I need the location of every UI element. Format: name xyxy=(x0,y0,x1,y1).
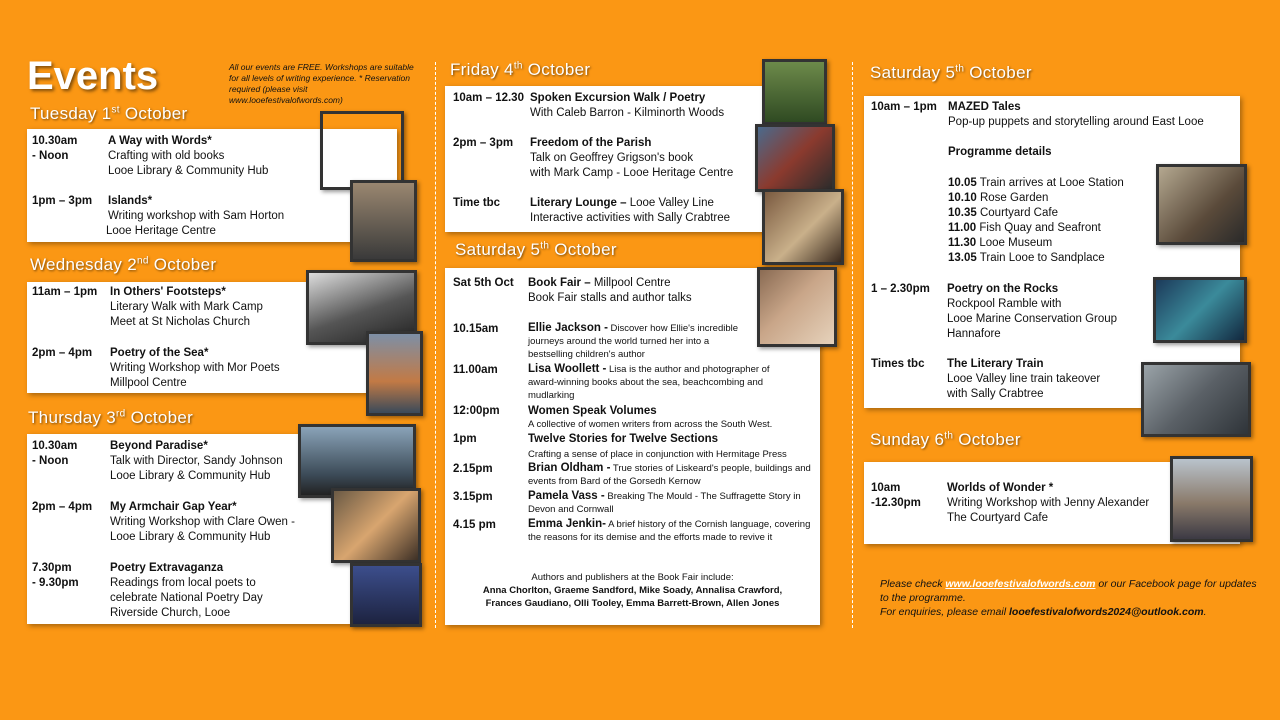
event-time: 1pm xyxy=(453,433,477,445)
event-line: Crafting with old books xyxy=(108,150,225,162)
event-time: 10am – 12.30 xyxy=(453,92,524,104)
event-title: My Armchair Gap Year* xyxy=(110,501,237,513)
event-time: 11.00am xyxy=(453,364,498,376)
contact-email[interactable]: looefestivalofwords2024@outlook.com xyxy=(1008,606,1204,618)
event-time: 1 – 2.30pm xyxy=(871,283,930,295)
event-line: Looe Library & Community Hub xyxy=(110,531,271,543)
event-title: Worlds of Wonder * xyxy=(947,482,1054,494)
event-time: 10am – 1pm xyxy=(871,101,937,113)
event-title: Islands* xyxy=(108,195,153,207)
literary-train-photo xyxy=(1141,362,1251,437)
event-time: 7.30pm xyxy=(32,562,72,574)
event-line: Looe Valley line train takeover xyxy=(947,373,1101,385)
schedule-item: 11.30 Looe Museum xyxy=(948,237,1053,249)
event-line: Writing Workshop with Mor Poets xyxy=(110,362,280,374)
event-time: - Noon xyxy=(32,150,69,162)
event-time: 12:00pm xyxy=(453,405,500,417)
event-title: Poetry Extravaganza xyxy=(110,562,224,574)
page-title: Events xyxy=(27,54,159,98)
woodland-walk-photo xyxy=(762,59,827,125)
event-time: Time tbc xyxy=(453,197,501,209)
event-description: Crafting a sense of place in conjunction with Hermitage Press xyxy=(528,449,787,460)
event-title: Book Fair – Millpool Centre xyxy=(528,277,671,289)
day-heading-saturday-bookfair: Saturday 5th October xyxy=(455,240,617,259)
event-line: with Mark Camp - Looe Heritage Centre xyxy=(530,167,734,179)
event-time: Times tbc xyxy=(871,358,925,370)
event-line: Readings from local poets to xyxy=(110,577,256,589)
authors-list-line: Frances Gaudiano, Olli Tooley, Emma Barrett-Brown, Allen Jones xyxy=(485,598,780,609)
event-time: - 9.30pm xyxy=(32,577,79,589)
poetry-reader-photo xyxy=(350,563,422,627)
event-title: Poetry on the Rocks xyxy=(947,283,1059,295)
event-time: 1pm – 3pm xyxy=(32,195,93,207)
website-link[interactable]: www.looefestivalofwords.com xyxy=(945,578,1096,590)
event-description: Lisa Woollett - Lisa is the author and photographer of award-winning books about the sea, beachcombing and mudlarking xyxy=(528,363,770,401)
event-time: 2pm – 4pm xyxy=(32,347,93,359)
event-line: Looe Marine Conservation Group xyxy=(947,313,1118,325)
free-events-note: All our events are FREE. Workshops are suitable for all levels of writing experience. * Reservation required (please visit www.looefestivalofwords.com) xyxy=(229,62,414,105)
authors-list-line: Anna Chorlton, Graeme Sandford, Mike Soady, Annalisa Crawford, xyxy=(482,585,783,596)
schedule-item: 11.00 Fish Quay and Seafront xyxy=(948,222,1101,234)
event-title: Literary Lounge – Looe Valley Line xyxy=(530,197,714,209)
schedule-item: 10.05 Train arrives at Looe Station xyxy=(948,177,1124,189)
event-title: Women Speak Volumes xyxy=(528,405,657,417)
event-line: The Courtyard Cafe xyxy=(947,512,1048,524)
puppets-photo xyxy=(1156,164,1247,245)
book-fair-photo xyxy=(757,267,837,347)
column-divider-1 xyxy=(435,62,436,628)
event-line: Millpool Centre xyxy=(110,377,187,389)
folded-books-photo xyxy=(320,111,404,190)
sam-horton-photo xyxy=(350,180,417,262)
event-title: MAZED Tales xyxy=(948,101,1021,113)
event-line: celebrate National Poetry Day xyxy=(110,592,263,604)
event-line: Writing Workshop with Jenny Alexander xyxy=(947,497,1150,509)
day-heading-wednesday: Wednesday 2nd October xyxy=(30,255,217,274)
event-line: Rockpool Ramble with xyxy=(947,298,1062,310)
event-description: Brian Oldham - True stories of Liskeard's people, buildings and events from Bard of the Gorsedh Kernow xyxy=(528,462,811,487)
event-description: A collective of women writers from across the South West. xyxy=(528,419,773,430)
event-time: 2pm – 3pm xyxy=(453,137,514,149)
event-title: Freedom of the Parish xyxy=(530,137,652,149)
authors-heading: Authors and publishers at the Book Fair include: xyxy=(531,572,734,583)
event-title: Beyond Paradise* xyxy=(110,440,208,452)
event-line: Looe Heritage Centre xyxy=(106,225,216,237)
event-title: Twelve Stories for Twelve Sections xyxy=(528,433,719,445)
event-line: Book Fair stalls and author talks xyxy=(528,292,692,304)
event-time: 2.15pm xyxy=(453,463,493,475)
schedule-item: 10.10 Rose Garden xyxy=(948,192,1049,204)
event-line: Meet at St Nicholas Church xyxy=(110,316,250,328)
event-title: The Literary Train xyxy=(947,358,1044,370)
event-line: Interactive activities with Sally Crabtree xyxy=(530,212,731,224)
day-heading-thursday: Thursday 3rd October xyxy=(28,408,194,427)
event-description: Ellie Jackson - Discover how Ellie's incredible journeys around the world turned her into a bestselling children's author xyxy=(528,322,739,360)
schedule-item: 13.05 Train Looe to Sandplace xyxy=(948,252,1105,264)
day-heading-saturday-mazed: Saturday 5th October xyxy=(870,63,1032,82)
event-time: 10.30am xyxy=(32,135,78,147)
day-heading-tuesday: Tuesday 1st October xyxy=(30,104,188,123)
event-line: Writing workshop with Sam Horton xyxy=(108,210,285,222)
day-heading-friday: Friday 4th October xyxy=(450,60,591,79)
event-time: 10am xyxy=(871,482,901,494)
clare-owen-photo xyxy=(331,488,421,563)
freedom-of-parish-photo xyxy=(755,124,835,192)
event-line: with Sally Crabtree xyxy=(947,388,1044,400)
event-time: 3.15pm xyxy=(453,491,493,503)
marine-conservation-logo xyxy=(1153,277,1247,343)
event-line: Writing Workshop with Clare Owen - xyxy=(110,516,295,528)
event-line: Talk on Geoffrey Grigson's book xyxy=(530,152,694,164)
column-divider-2 xyxy=(852,62,853,628)
schedule-item: 10.35 Courtyard Cafe xyxy=(948,207,1058,219)
event-title: Poetry of the Sea* xyxy=(110,347,209,359)
event-time: 11am – 1pm xyxy=(32,286,98,298)
day-heading-sunday: Sunday 6th October xyxy=(870,430,1021,449)
event-time: Sat 5th Oct xyxy=(453,277,514,289)
event-time: 10.30am xyxy=(32,440,78,452)
event-time: -12.30pm xyxy=(871,497,921,509)
sea-cliff-photo xyxy=(366,331,423,416)
event-line: Talk with Director, Sandy Johnson xyxy=(110,455,283,467)
event-line: Riverside Church, Looe xyxy=(110,607,231,619)
literary-lounge-photo xyxy=(762,189,844,265)
jenny-alexander-photo xyxy=(1170,456,1253,542)
event-time: - Noon xyxy=(32,455,69,467)
event-title: In Others' Footsteps* xyxy=(110,286,226,298)
event-line: Pop-up puppets and storytelling around East Looe xyxy=(948,116,1204,128)
event-line: Looe Library & Community Hub xyxy=(110,470,271,482)
beyond-paradise-cast-photo xyxy=(298,424,416,498)
event-description: Emma Jenkin- A brief history of the Cornish language, covering the reasons for its demise and the efforts made to revive it xyxy=(528,518,811,543)
event-time: 10.15am xyxy=(453,323,499,335)
event-time: 4.15 pm xyxy=(453,519,496,531)
event-title: A Way with Words* xyxy=(108,135,212,147)
event-line: Hannafore xyxy=(947,328,1001,340)
event-title: Spoken Excursion Walk / Poetry xyxy=(530,92,706,104)
event-line: Literary Walk with Mark Camp xyxy=(110,301,263,313)
programme-details-heading: Programme details xyxy=(948,146,1052,158)
event-time: 2pm – 4pm xyxy=(32,501,93,513)
event-description: Pamela Vass - Breaking The Mould - The Suffragette Story in Devon and Cornwall xyxy=(528,490,801,515)
event-line: Looe Library & Community Hub xyxy=(108,165,269,177)
event-line: With Caleb Barron - Kilminorth Woods xyxy=(530,107,725,119)
footer-note: Please check www.looefestivalofwords.com or our Facebook page for updates to the programme. For enquiries, please email looefestivalofwords2024@outlook.com. xyxy=(880,578,1257,618)
